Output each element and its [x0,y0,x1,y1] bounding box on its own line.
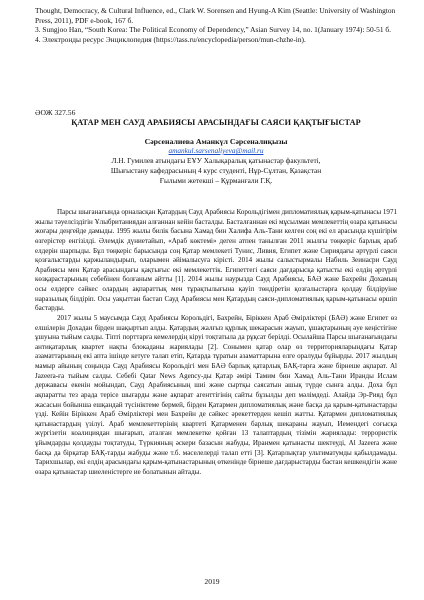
reference-item: Thought, Democracy, & Cultural Influence, ed., Clark W. Sorensen and Hyung-A Kim (Seattle: University of Washington Press, 2011), PDF e-book, 167 б. [35,6,396,25]
body-paragraph: 2017 жылы 5 маусымда Сауд Арабиясы Корольдігі, Бахрейн, Біріккен Араб Әмірліктері (БАӘ) және Египет өз елшілерін Дохадан бірден шақыртып алды. Қатардың жалғыз құрлық шекарасын жауып, ұшақтарының әуе кеңістігіне ұшуына тыйым салды. Тіпті порттарға кемелердің кіруі тоқтатыла да рұқсат берілді. Осылайша Парсы шығанағындағы антиқатарлық квартет нақты блокаданы жариялады [2]. Сонымен қатар олар өз территорияларындағы Қатар азаматтарының екі апта ішінде кетуге талап етіп, Қатарда тұратын азаматтарына елге оралуды бұйырды. 2017 жылдың мамыр айының соңында Сауд Арабиясы Корольдігі мен БАӘ барлық қатарлық БАҚ-тарға және бірнеше ақпарат. Al Jazeera-ға тыйым салды. Себебі Qatar News Agency-ды Қатар әмірі Тамим бин Хамад Аль-Тани Иранды Ислам державасы екенін мойындап, Сауд Арабиясының шиі және сыртқы саясатын ашық түрде сынға алды. Доха бұл ақпаратты тез арада терісе шығарды және ақпарат агенттігінің сайты бұзылды деп мәлімдеді. Алайда Эр-Рияд бұл жасасын бойынша ешқандай түсініктеме бермей, бірден Қатармен дипломатиялық және басқа да қарым-қатынастарды үзді. Кейін Біріккен Араб Әмірліктері мен Бахрейн де сәйкес әрекеттерден кешіп жатты. Қатармен дипломатиялық қатынастардың үзілуі. Араб мемлекеттерінің квартеті Қатарменен барлық шекараны жауып, Иемендегі соғысқа жүргізетін коалициядан шығарып, аталған мемлекетке қойған 13 талаптардың тізімін жариялады: террористік ұйымдарды қолдауды тоқтатуды, Түркияның әскери базасын жабуды, Иранмен қатынасты шектеуді, Al Jazeera және басқа да бірқатар БАҚ-тарды жабуды және т.б. мәселелерді талап етті [3]. Қатарлықтар ультиматумды қабылдамады. Тарихшылар, екі елдің арасындағы қарым-қатынастарының өткенінде бірнеше дағдарыстарды бастан кешкендігін және өзара қатынастар шиеленістерге ие болатынын айтады. [35,313,397,476]
author-email-link[interactable]: amankul.sarsenaliyeva@mail.ru [168,146,264,155]
article-title: ҚАТАР МЕН САУД АРАБИЯСЫ АРАСЫНДАҒЫ САЯСИ ҚАҚТЫҒЫСТАР [71,118,361,127]
reference-list [35,6,397,44]
reference-item: 4. Электронды ресурс Энциклопедия (https://tass.ru/encyclopedia/person/mun-chzhe-in). [35,34,306,44]
affiliation-line: Л.Н. Гумилев атындағы ЕҰУ Халықаралық қатынастар факультеті, [111,155,321,165]
author-name: Сәрсеналиева Аманкүл Сәрсеналиқызы [144,137,288,146]
supervisor-line: Ғылыми жетекші – Құрманғали Г.Қ. [159,175,273,185]
page-number: 2019 [204,577,220,586]
article-body [35,208,397,478]
author-affiliation [35,146,397,186]
udc-code: ӘОЖ 327.56 [35,108,76,117]
affiliation-line: Шығыстану кафедрасының 4 курс студенті, Нұр-Сұлтан, Қазақстан [110,165,322,175]
body-paragraph: Парсы шығанағында орналасқан Қатардың Сауд Арабиясы Корольдігімен дипломатиялық қарым-қатынасы 1971 жылы тәуелсіздігін Ұлыбританиядан алғаннан кейін басталды. Басталғаннан екі мұсылман мемлекеттің өзара қатынасы жоғары деңгейде дамыды. 1995 жылы билік басына Хамад бин Халифа Аль-Тани келген соң екі ел арасында күшігірім өзгерістер енгізілді. Әлемдік дүниетайып, «Араб көктемі» деген атпен танылған 2011 жылғы төңкеріс барлық араб елдерін шарпыды. Бұл төңкеріс барысында соң Қатар мемлекеті Тунис, Ливия, Египет және Сириядағы әртүрлі саяси қозғалыстарды қаржыландырып, оларымен әйімалысуға кірісті. 2014 жылы салыстырмалы Набиль Зеинасри Сауд Арабиясы мен Қатар арасындағы қақтығыс екі мемлекеттік. Египеттегі саяси дағдарысқа қатысты екі елдің әртүрлі көзқарастарының себебінен болғаным айтты [1]. 2014 жылы наурызда Сауд Арабиясы, БАӘ және Бахрейн Дохамың осы елдерге сәйкес олардың ақпараттық мен тұрақтылығына қауіп төндіретін қозғалыстарға қолдау білдіруіне наразылық білдіріп. Осы уақыттан бастап Сауд Арабиясы мен Қатардың саяси-дипломатиялық қарым-қатынасы өршіп бастарды. [35,208,397,313]
reference-item: 3. Sungjoo Han, “South Korea: The Political Economy of Dependency,” Asian Survey 14, no. 1(January 1974): 50-51 б. [35,25,391,35]
